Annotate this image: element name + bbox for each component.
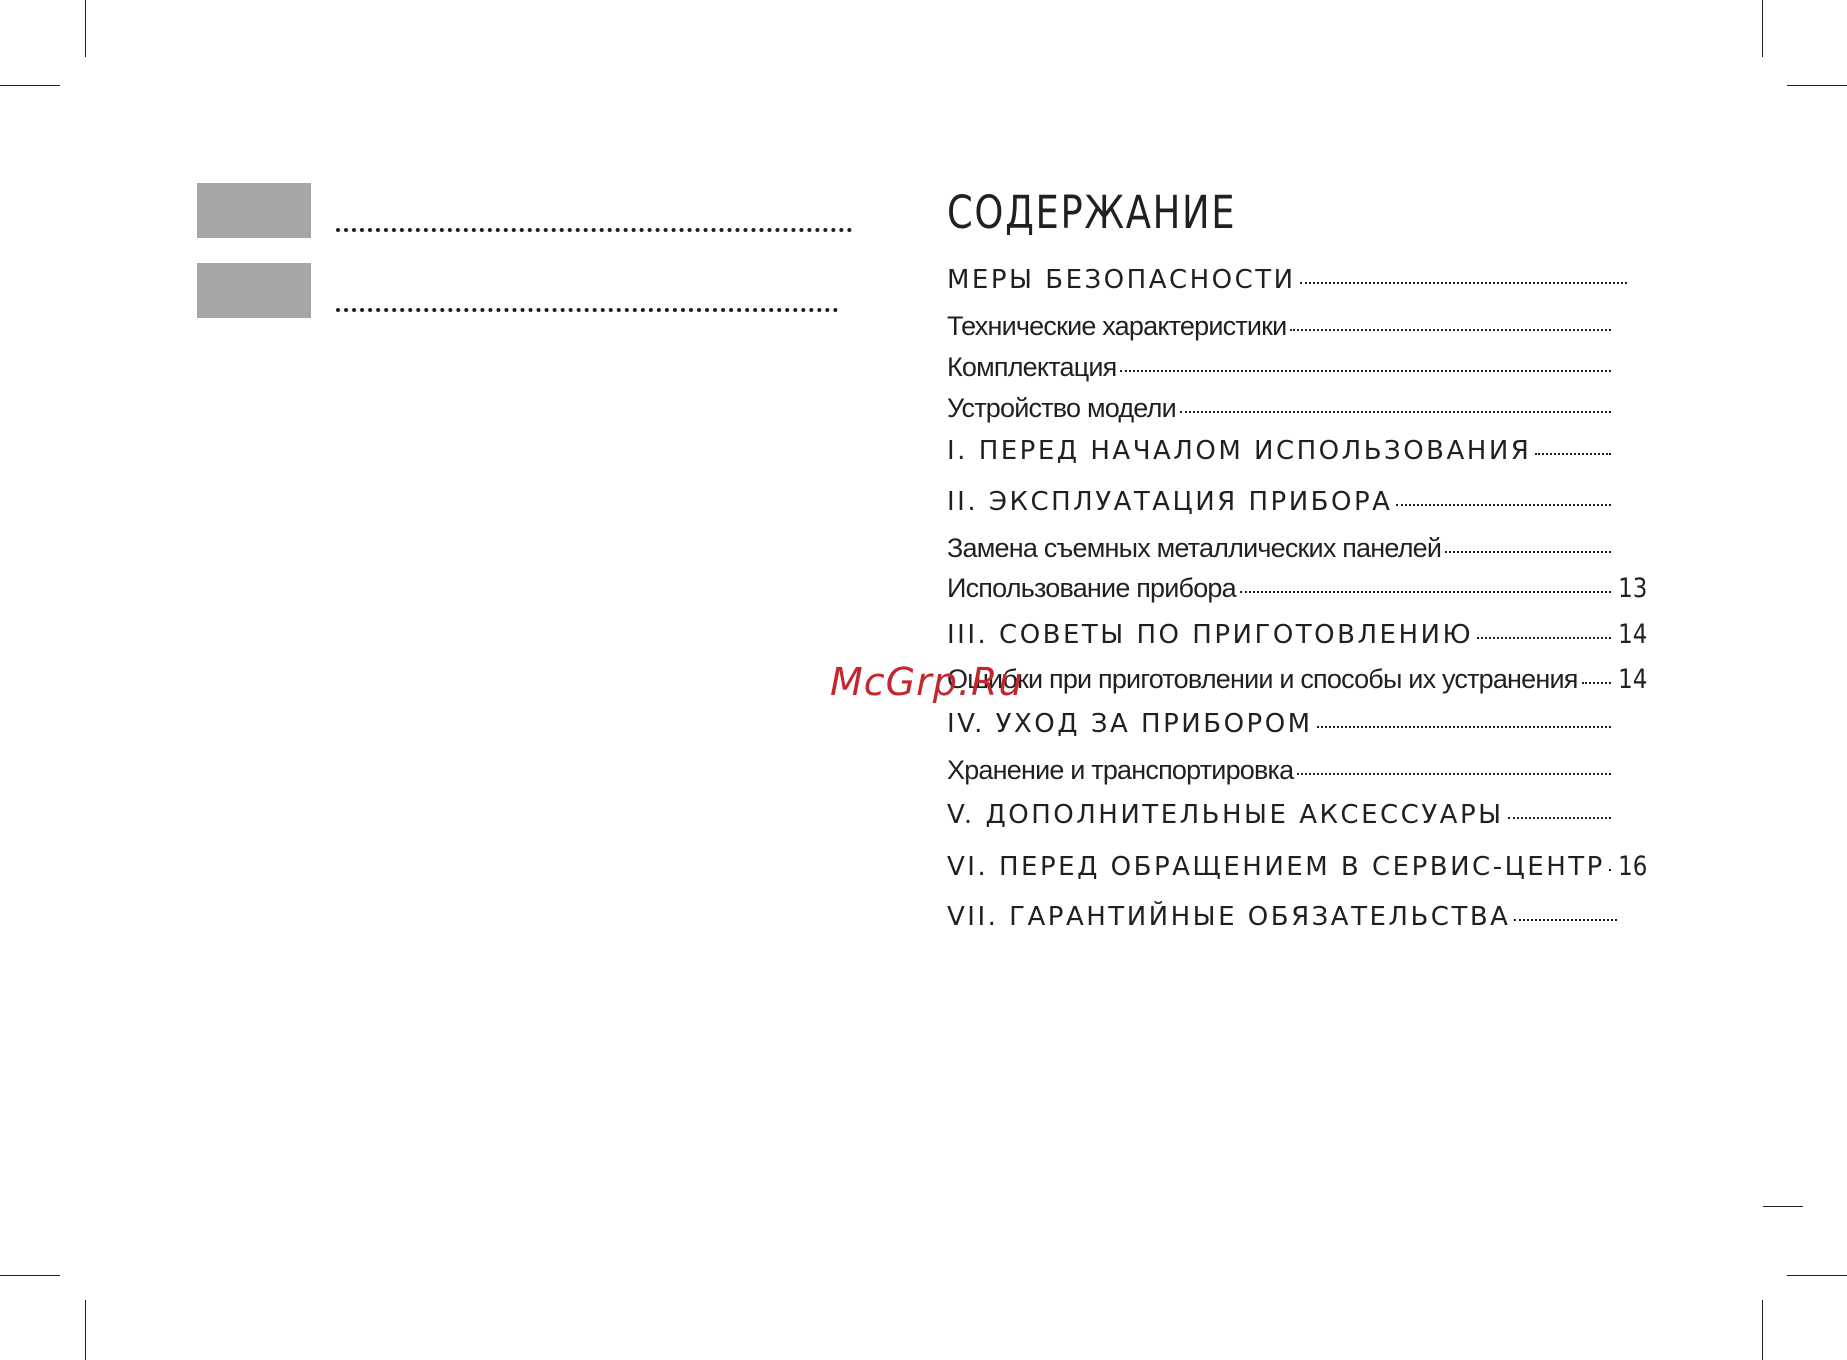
dot-leader bbox=[1317, 726, 1611, 728]
dot-leader bbox=[1290, 329, 1611, 331]
gray-box-1 bbox=[197, 183, 311, 238]
toc-row-label: II. ЭКСПЛУАТАЦИЯ ПРИБОРА bbox=[947, 487, 1393, 517]
toc-row bbox=[947, 853, 1647, 880]
dot-leader bbox=[1609, 869, 1611, 871]
dot-leader bbox=[1535, 453, 1611, 455]
toc-row-label: Замена съемных металлических панелей bbox=[947, 533, 1442, 563]
crop-mark bbox=[1787, 85, 1847, 86]
page-edge-mark bbox=[1763, 1206, 1803, 1207]
toc-row-page: 16 bbox=[1617, 851, 1647, 882]
toc-row-page: 14 bbox=[1617, 664, 1647, 695]
dot-leader bbox=[1120, 370, 1611, 372]
toc-row-label: Устройство модели bbox=[947, 393, 1176, 423]
toc-row bbox=[947, 535, 1613, 562]
toc-row bbox=[947, 621, 1647, 648]
dot-leader bbox=[1445, 551, 1611, 553]
dot-leader bbox=[1582, 682, 1611, 684]
toc-row-label: МЕРЫ БЕЗОПАСНОСТИ bbox=[947, 265, 1296, 295]
toc-row bbox=[947, 395, 1613, 422]
crop-mark bbox=[0, 85, 60, 86]
toc-row-label: V. ДОПОЛНИТЕЛЬНЫЕ АКСЕССУАРЫ bbox=[947, 800, 1504, 830]
dot-leader bbox=[1300, 282, 1627, 284]
toc-row-page: 14 bbox=[1617, 619, 1647, 650]
dot-leader bbox=[1396, 504, 1611, 506]
toc-row-label: IV. УХОД ЗА ПРИБОРОМ bbox=[947, 709, 1313, 739]
toc-row-label: VI. ПЕРЕД ОБРАЩЕНИЕМ В СЕРВИС-ЦЕНТР bbox=[947, 852, 1605, 882]
toc-row bbox=[947, 904, 1619, 930]
dot-leader bbox=[1477, 637, 1611, 639]
watermark-text: McGrp.Ru bbox=[830, 660, 1024, 704]
toc-row bbox=[947, 757, 1613, 784]
toc-row-label: Хранение и транспортировка bbox=[947, 755, 1294, 785]
toc-row-label: VII. ГАРАНТИЙНЫЕ ОБЯЗАТЕЛЬСТВА bbox=[947, 902, 1511, 932]
toc-row bbox=[947, 711, 1613, 737]
toc-row-label: Технические характеристики bbox=[947, 311, 1287, 341]
toc-row-label: I. ПЕРЕД НАЧАЛОМ ИСПОЛЬЗОВАНИЯ bbox=[947, 436, 1532, 466]
toc-row bbox=[947, 354, 1613, 381]
dot-leader bbox=[1508, 817, 1611, 819]
crop-mark bbox=[1762, 0, 1763, 57]
crop-mark bbox=[85, 1300, 86, 1360]
toc-row bbox=[947, 666, 1647, 693]
toc-row bbox=[947, 313, 1613, 340]
crop-mark bbox=[0, 1275, 60, 1276]
toc-row bbox=[947, 802, 1613, 828]
dot-leader bbox=[1240, 591, 1611, 593]
dot-leader bbox=[1514, 919, 1617, 921]
toc-row-page: 13 bbox=[1617, 573, 1647, 604]
toc-row-label: Использование прибора bbox=[947, 573, 1236, 603]
toc-row bbox=[947, 267, 1629, 293]
gray-box-2 bbox=[197, 263, 311, 318]
crop-mark bbox=[85, 0, 86, 57]
toc-row-label: Ошибки при приготовлении и способы их устранения bbox=[947, 664, 1578, 694]
crop-mark bbox=[1787, 1275, 1847, 1276]
toc-title: СОДЕРЖАНИЕ bbox=[947, 186, 1237, 239]
toc-row-label: III. СОВЕТЫ ПО ПРИГОТОВЛЕНИЮ bbox=[947, 620, 1474, 650]
toc-row bbox=[947, 489, 1613, 515]
dotted-rule-1 bbox=[336, 228, 852, 232]
toc-row bbox=[947, 438, 1613, 464]
crop-mark bbox=[1762, 1300, 1763, 1360]
dotted-rule-2 bbox=[336, 308, 838, 312]
toc-row bbox=[947, 575, 1647, 602]
dot-leader bbox=[1180, 411, 1611, 413]
dot-leader bbox=[1297, 773, 1611, 775]
toc-row-label: Комплектация bbox=[947, 352, 1117, 382]
